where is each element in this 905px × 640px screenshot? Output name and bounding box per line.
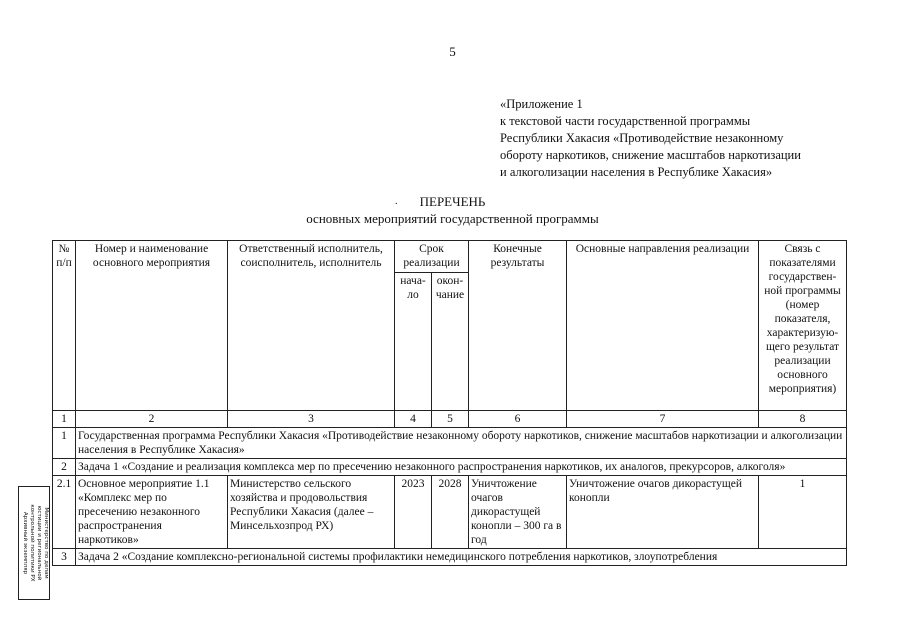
header-executor: Ответственный исполнитель, соисполнитель, исполнитель bbox=[228, 241, 395, 411]
row-results: Уничтожение очагов дикорастущей конопли – 300 га в год bbox=[469, 476, 567, 549]
title-line-2: основных мероприятий государственной программы bbox=[306, 211, 599, 226]
measures-table bbox=[52, 240, 847, 566]
row-num: 2 bbox=[53, 459, 76, 476]
column-number-row bbox=[53, 411, 847, 428]
row-executor: Министерство сельского хозяйства и продовольствия Республики Хакасия (далее – Минсельхозпрод РХ) bbox=[228, 476, 395, 549]
stamp-line: Архивный экземпляр bbox=[22, 511, 28, 575]
archive-stamp bbox=[18, 486, 50, 600]
col-number: 8 bbox=[759, 411, 847, 428]
col-number: 4 bbox=[395, 411, 432, 428]
appendix-note bbox=[500, 96, 880, 181]
row-directions: Уничтожение очагов дикорастущей конопли bbox=[567, 476, 759, 549]
header-end: окон- чание bbox=[432, 273, 469, 411]
appendix-line: и алкоголизации населения в Республике Хакасия» bbox=[500, 165, 773, 179]
col-number: 7 bbox=[567, 411, 759, 428]
row-link: 1 bbox=[759, 476, 847, 549]
header-results: Конечные результаты bbox=[469, 241, 567, 411]
document-title bbox=[0, 193, 905, 227]
col-number: 3 bbox=[228, 411, 395, 428]
row-num: 1 bbox=[53, 428, 76, 459]
col-number: 5 bbox=[432, 411, 469, 428]
header-name: Номер и наименование основного мероприятия bbox=[76, 241, 228, 411]
col-number: 2 bbox=[76, 411, 228, 428]
appendix-line: «Приложение 1 bbox=[500, 97, 583, 111]
row-num: 2.1 bbox=[53, 476, 76, 549]
header-link: Связь с показателями государствен- ной программы (номер показателя, характеризую- щего результат реализации основного мероприятия) bbox=[759, 241, 847, 411]
stamp-line: Министерство по делам bbox=[43, 507, 49, 579]
header-num: № п/п bbox=[53, 241, 76, 411]
header-term: Срок реализации bbox=[395, 241, 469, 273]
row-text: Задача 1 «Создание и реализация комплекса мер по пресечению незаконного распространения наркотиков, их аналогов, прекурсоров, алкоголя» bbox=[76, 459, 847, 476]
row-num: 3 bbox=[53, 549, 76, 566]
appendix-line: Республики Хакасия «Противодействие незаконному bbox=[500, 131, 784, 145]
table-row bbox=[53, 459, 847, 476]
stamp-line: контрольной политики РХ bbox=[29, 504, 35, 582]
row-text: Государственная программа Республики Хакасия «Противодействие незаконному обороту наркотиков, снижение масштабов наркотизации и алкоголизации населения в Республике Хакасия» bbox=[76, 428, 847, 459]
stamp-line: юстиции и региональной bbox=[36, 505, 42, 581]
appendix-line: обороту наркотиков, снижение масштабов наркотизации bbox=[500, 148, 801, 162]
title-line-1: ПЕРЕЧЕНЬ bbox=[419, 194, 486, 209]
table-row bbox=[53, 476, 847, 549]
table-row bbox=[53, 549, 847, 566]
page-number: 5 bbox=[449, 44, 456, 59]
col-number: 1 bbox=[53, 411, 76, 428]
stamp-text bbox=[19, 487, 49, 599]
col-number: 6 bbox=[469, 411, 567, 428]
header-directions: Основные направления реализации bbox=[567, 241, 759, 411]
row-name: Основное мероприятие 1.1 «Комплекс мер по пресечению незаконного распространения наркотиков» bbox=[76, 476, 228, 549]
row-end: 2028 bbox=[432, 476, 469, 549]
table-row bbox=[53, 428, 847, 459]
row-start: 2023 bbox=[395, 476, 432, 549]
row-text: Задача 2 «Создание комплексно-региональной системы профилактики немедицинского потребления наркотиков, злоупотребления bbox=[76, 549, 847, 566]
appendix-line: к текстовой части государственной программы bbox=[500, 114, 751, 128]
title-mark: . bbox=[395, 196, 398, 207]
header-start: нача- ло bbox=[395, 273, 432, 411]
